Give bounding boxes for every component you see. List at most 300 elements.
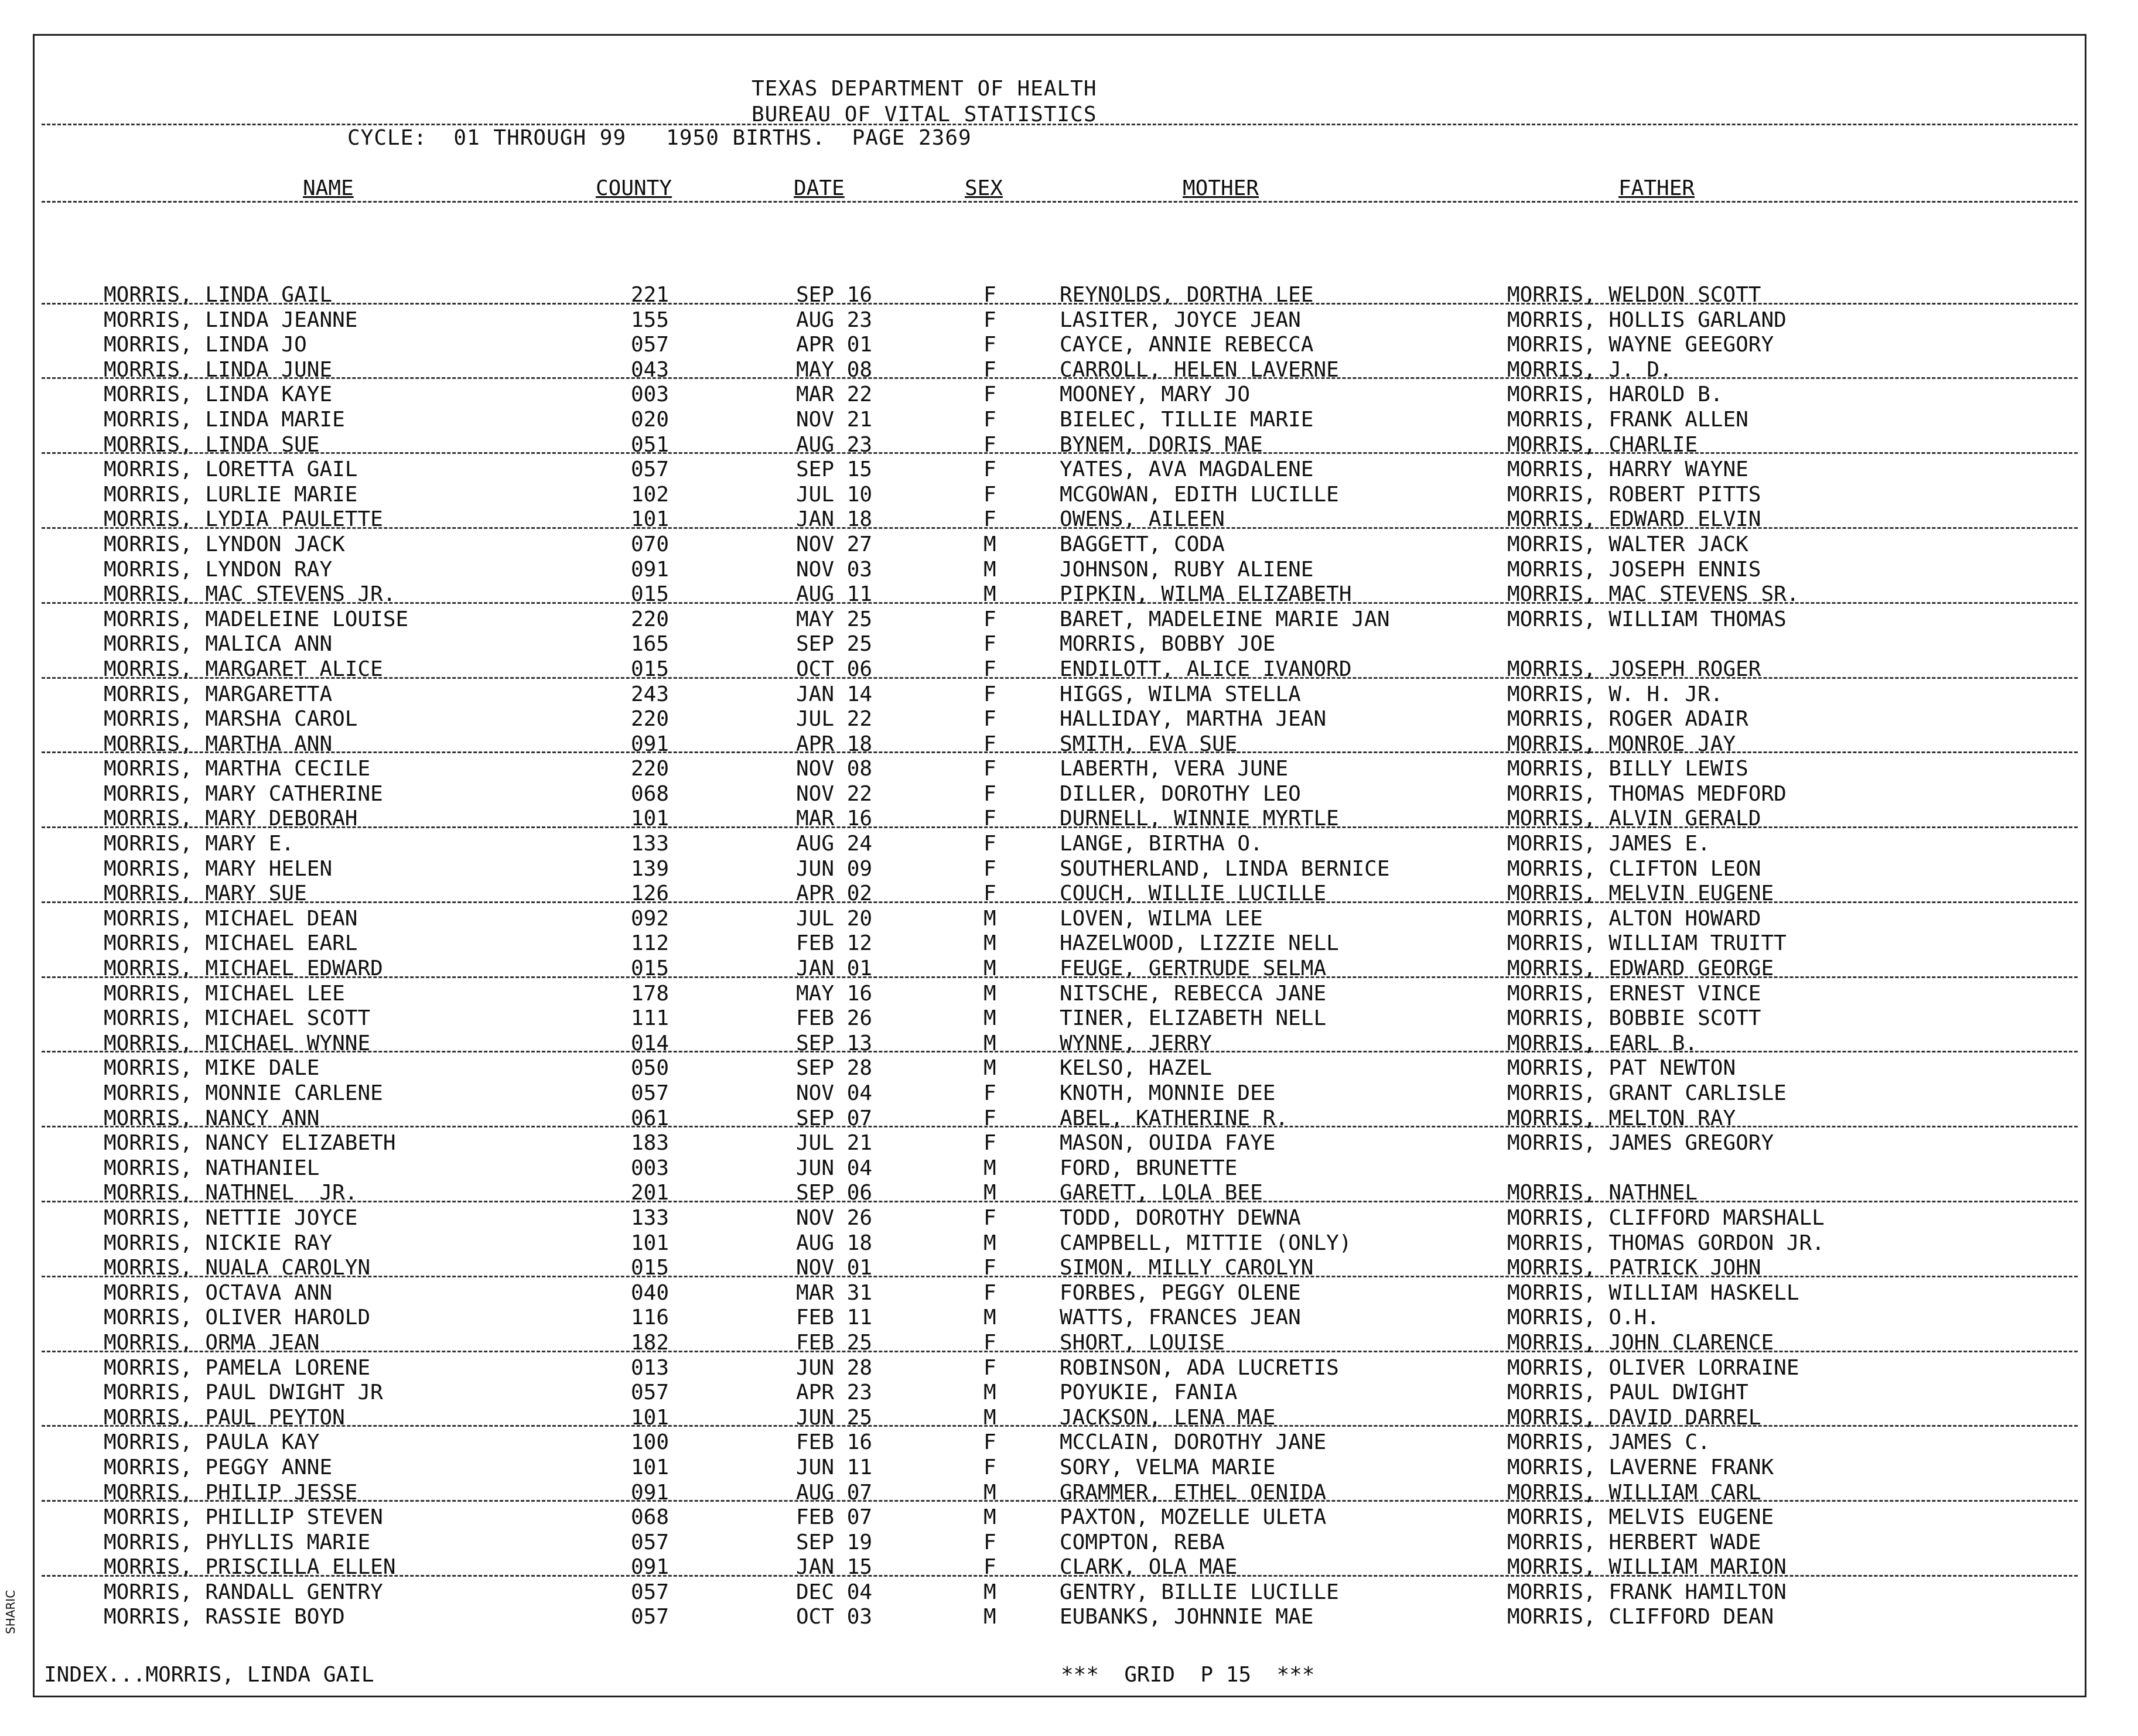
cell-mother: GRAMMER, ETHEL OENIDA [1060, 1480, 1327, 1505]
cell-sex: M [983, 1580, 996, 1604]
cell-sex: F [983, 1530, 996, 1554]
cell-sex: M [983, 931, 996, 956]
cell-date: JUN 28 [796, 1355, 873, 1380]
cell-date: AUG 11 [796, 582, 873, 607]
cell-mother: LASITER, JOYCE JEAN [1060, 307, 1301, 332]
table-row [35, 804, 2085, 829]
cell-mother: HIGGS, WILMA STELLA [1060, 682, 1301, 706]
table-row [35, 1178, 2085, 1204]
table-row [35, 1079, 2085, 1104]
cell-county: 101 [631, 1455, 670, 1479]
cell-county: 183 [631, 1131, 670, 1156]
cell-name: MORRIS, MICHAEL LEE [104, 981, 345, 1006]
table-row [35, 1029, 2085, 1054]
cell-county: 102 [631, 482, 670, 507]
column-header-divider [42, 201, 2078, 203]
cell-father: MORRIS, ERNEST VINCE [1507, 981, 1761, 1006]
cell-date: NOV 08 [796, 757, 873, 781]
cell-name: MORRIS, MAC STEVENS JR. [104, 582, 396, 607]
cell-father: MORRIS, JAMES C. [1507, 1430, 1710, 1455]
cell-name: MORRIS, NICKIE RAY [104, 1231, 333, 1255]
cell-sex: M [983, 1605, 996, 1629]
cell-name: MORRIS, LYDIA PAULETTE [104, 507, 383, 532]
cell-father: MORRIS, EARL B. [1507, 1031, 1698, 1055]
table-row [35, 1104, 2085, 1129]
cell-name: MORRIS, MADELEINE LOUISE [104, 607, 409, 631]
grid-footer: *** GRID P 15 *** [1061, 1663, 1315, 1687]
cell-sex: M [983, 981, 996, 1006]
cell-county: 155 [631, 307, 670, 332]
cell-county: 092 [631, 906, 670, 931]
cell-mother: DILLER, DOROTHY LEO [1060, 781, 1301, 806]
header-divider [42, 124, 2078, 125]
cell-name: MORRIS, MARGARET ALICE [104, 657, 383, 681]
cell-sex: M [983, 1306, 996, 1330]
cell-name: MORRIS, LINDA MARIE [104, 407, 345, 432]
cell-date: JUL 10 [796, 482, 873, 507]
cell-county: 057 [631, 1380, 670, 1405]
cell-name: MORRIS, MICHAEL WYNNE [104, 1031, 371, 1055]
cell-date: AUG 18 [796, 1231, 873, 1255]
table-row [35, 430, 2085, 456]
cell-date: NOV 27 [796, 532, 873, 556]
cell-sex: F [983, 682, 996, 706]
table-row [35, 1428, 2085, 1453]
cell-name: MORRIS, MARSHA CAROL [104, 707, 358, 732]
cell-father: MORRIS, HOLLIS GARLAND [1507, 307, 1787, 332]
cell-father: MORRIS, CLIFTON LEON [1507, 856, 1761, 881]
cell-father: MORRIS, GRANT CARLISLE [1507, 1081, 1787, 1105]
table-row [35, 281, 2085, 306]
cell-father: MORRIS, MAC STEVENS SR. [1507, 582, 1799, 607]
cell-county: 070 [631, 532, 670, 556]
cell-name: MORRIS, PHYLLIS MARIE [104, 1530, 371, 1554]
cell-sex: F [983, 333, 996, 357]
cell-name: MORRIS, OLIVER HAROLD [104, 1306, 371, 1330]
cell-name: MORRIS, PHILLIP STEVEN [104, 1505, 383, 1530]
cell-county: 182 [631, 1330, 670, 1355]
cell-mother: KELSO, HAZEL [1060, 1056, 1213, 1081]
cell-father: MORRIS, MELVIS EUGENE [1507, 1505, 1774, 1530]
table-row [35, 1503, 2085, 1528]
cell-mother: ENDILOTT, ALICE IVANORD [1060, 657, 1352, 681]
cell-date: JUN 11 [796, 1455, 873, 1479]
cell-father: MORRIS, MONROE JAY [1507, 732, 1736, 756]
cell-father: MORRIS, WALTER JACK [1507, 532, 1748, 556]
cell-date: SEP 25 [796, 632, 873, 657]
cell-date: AUG 23 [796, 307, 873, 332]
cell-sex: M [983, 1156, 996, 1180]
cell-father: MORRIS, PATRICK JOHN [1507, 1256, 1761, 1280]
cell-sex: F [983, 1131, 996, 1156]
table-row [35, 1303, 2085, 1328]
cell-name: MORRIS, LYNDON JACK [104, 532, 345, 556]
cell-sex: F [983, 357, 996, 382]
cell-name: MORRIS, MICHAEL DEAN [104, 906, 358, 931]
table-row [35, 1154, 2085, 1179]
cell-date: NOV 03 [796, 557, 873, 582]
cell-date: NOV 21 [796, 407, 873, 432]
cell-name: MORRIS, ORMA JEAN [104, 1330, 320, 1355]
cell-father: MORRIS, FRANK ALLEN [1507, 407, 1748, 432]
cell-name: MORRIS, LORETTA GAIL [104, 457, 358, 482]
cell-sex: M [983, 532, 996, 556]
cell-mother: POYUKIE, FANIA [1060, 1380, 1238, 1405]
table-row [35, 1129, 2085, 1154]
cell-name: MORRIS, RANDALL GENTRY [104, 1580, 383, 1604]
cell-date: FEB 25 [796, 1330, 873, 1355]
cell-mother: SORY, VELMA MARIE [1060, 1455, 1276, 1479]
cell-date: NOV 26 [796, 1205, 873, 1230]
cell-mother: FEUGE, GERTRUDE SELMA [1060, 956, 1327, 981]
cell-name: MORRIS, NETTIE JOYCE [104, 1205, 358, 1230]
table-row [35, 780, 2085, 805]
cell-name: MORRIS, NUALA CAROLYN [104, 1256, 371, 1280]
table-row [35, 680, 2085, 705]
cell-date: MAR 22 [796, 382, 873, 407]
cell-sex: M [983, 582, 996, 607]
cell-father: MORRIS, MELVIN EUGENE [1507, 881, 1774, 906]
cell-father: MORRIS, MELTON RAY [1507, 1106, 1736, 1130]
cell-father: MORRIS, ROGER ADAIR [1507, 707, 1748, 732]
cell-name: MORRIS, MONNIE CARLENE [104, 1081, 383, 1105]
cell-date: MAY 16 [796, 981, 873, 1006]
cell-name: MORRIS, LINDA JEANNE [104, 307, 358, 332]
cell-date: AUG 23 [796, 432, 873, 457]
cell-sex: M [983, 906, 996, 931]
cell-mother: HALLIDAY, MARTHA JEAN [1060, 707, 1327, 732]
table-row [35, 730, 2085, 755]
cell-mother: FORBES, PEGGY OLENE [1060, 1280, 1301, 1305]
table-row [35, 580, 2085, 605]
cell-county: 057 [631, 457, 670, 482]
agency-title: TEXAS DEPARTMENT OF HEALTH [752, 77, 1097, 101]
cell-date: JAN 15 [796, 1555, 873, 1580]
cell-sex: F [983, 657, 996, 681]
cell-date: JAN 01 [796, 956, 873, 981]
cycle-line: CYCLE: 01 THROUGH 99 1950 BIRTHS. PAGE 2369 [347, 126, 972, 150]
cell-father: MORRIS, W. H. JR. [1507, 682, 1723, 706]
cell-date: NOV 22 [796, 781, 873, 806]
table-row [35, 855, 2085, 880]
cell-name: MORRIS, PRISCILLA ELLEN [104, 1555, 396, 1580]
cell-date: APR 23 [796, 1380, 873, 1405]
cell-date: SEP 16 [796, 283, 873, 307]
cell-county: 040 [631, 1280, 670, 1305]
cell-county: 116 [631, 1306, 670, 1330]
cell-name: MORRIS, LINDA SUE [104, 432, 320, 457]
table-row [35, 330, 2085, 356]
cell-father: MORRIS, JAMES GREGORY [1507, 1131, 1774, 1156]
cell-father: MORRIS, WILLIAM TRUITT [1507, 931, 1787, 956]
column-header-county: COUNTY [596, 176, 672, 200]
cell-mother: COMPTON, REBA [1060, 1530, 1225, 1554]
cell-date: JUL 22 [796, 707, 873, 732]
table-row [35, 929, 2085, 954]
cell-mother: LABERTH, VERA JUNE [1060, 757, 1289, 781]
cell-father: MORRIS, ROBERT PITTS [1507, 482, 1761, 507]
cell-name: MORRIS, LINDA JO [104, 333, 307, 357]
cell-name: MORRIS, MICHAEL EDWARD [104, 956, 383, 981]
cell-father: MORRIS, HAROLD B. [1507, 382, 1723, 407]
cell-mother: MASON, OUIDA FAYE [1060, 1131, 1276, 1156]
cell-date: SEP 07 [796, 1106, 873, 1130]
cell-sex: F [983, 1330, 996, 1355]
cell-county: 015 [631, 1256, 670, 1280]
cell-sex: F [983, 1081, 996, 1105]
cell-date: JAN 18 [796, 507, 873, 532]
cell-mother: CLARK, OLA MAE [1060, 1555, 1238, 1580]
cell-mother: LANGE, BIRTHA O. [1060, 832, 1263, 856]
cell-father: MORRIS, PAT NEWTON [1507, 1056, 1736, 1081]
cell-mother: KNOTH, MONNIE DEE [1060, 1081, 1276, 1105]
cell-father: MORRIS, WELDON SCOTT [1507, 283, 1761, 307]
cell-date: JAN 14 [796, 682, 873, 706]
cell-father: MORRIS, HERBERT WADE [1507, 1530, 1761, 1554]
cell-mother: MCGOWAN, EDITH LUCILLE [1060, 482, 1339, 507]
cell-mother: BARET, MADELEINE MARIE JAN [1060, 607, 1390, 631]
table-row [35, 954, 2085, 979]
cell-mother: NITSCHE, REBECCA JANE [1060, 981, 1327, 1006]
cell-sex: F [983, 807, 996, 831]
cell-date: SEP 15 [796, 457, 873, 482]
cell-county: 101 [631, 807, 670, 831]
cell-county: 050 [631, 1056, 670, 1081]
cell-sex: M [983, 1380, 996, 1405]
cell-mother: OWENS, AILEEN [1060, 507, 1225, 532]
cell-name: MORRIS, LURLIE MARIE [104, 482, 358, 507]
cell-date: APR 01 [796, 333, 873, 357]
cell-date: MAR 16 [796, 807, 873, 831]
table-row [35, 1528, 2085, 1553]
cell-mother: YATES, AVA MAGDALENE [1060, 457, 1314, 482]
cell-county: 003 [631, 382, 670, 407]
cell-county: 043 [631, 357, 670, 382]
cell-mother: TINER, ELIZABETH NELL [1060, 1006, 1327, 1031]
cell-father: MORRIS, CLIFFORD MARSHALL [1507, 1205, 1825, 1230]
cell-sex: F [983, 1256, 996, 1280]
cell-county: 057 [631, 1605, 670, 1629]
table-row [35, 879, 2085, 904]
cell-name: MORRIS, NATHNEL JR. [104, 1181, 358, 1205]
cell-name: MORRIS, LYNDON RAY [104, 557, 333, 582]
cell-name: MORRIS, PAULA KAY [104, 1430, 320, 1455]
cell-sex: M [983, 956, 996, 981]
cell-name: MORRIS, MARY HELEN [104, 856, 333, 881]
cell-sex: F [983, 732, 996, 756]
cell-name: MORRIS, MARY SUE [104, 881, 307, 906]
cell-mother: PIPKIN, WILMA ELIZABETH [1060, 582, 1352, 607]
cell-sex: M [983, 1480, 996, 1505]
cell-father: MORRIS, WILLIAM THOMAS [1507, 607, 1787, 631]
cell-county: 220 [631, 607, 670, 631]
cell-date: JUL 21 [796, 1131, 873, 1156]
cell-mother: PAXTON, MOZELLE ULETA [1060, 1505, 1327, 1530]
cell-name: MORRIS, MIKE DALE [104, 1056, 320, 1081]
cell-name: MORRIS, NANCY ANN [104, 1106, 320, 1130]
cell-mother: HAZELWOOD, LIZZIE NELL [1060, 931, 1339, 956]
cell-county: 101 [631, 1231, 670, 1255]
cell-sex: F [983, 307, 996, 332]
cell-father: MORRIS, JOSEPH ENNIS [1507, 557, 1761, 582]
cell-date: AUG 24 [796, 832, 873, 856]
cell-father: MORRIS, JOSEPH ROGER [1507, 657, 1761, 681]
cell-date: APR 18 [796, 732, 873, 756]
cell-father: MORRIS, ALVIN GERALD [1507, 807, 1761, 831]
cell-sex: M [983, 1181, 996, 1205]
cell-county: 091 [631, 557, 670, 582]
cell-father: MORRIS, ALTON HOWARD [1507, 906, 1761, 931]
cell-name: MORRIS, MARY CATHERINE [104, 781, 383, 806]
cell-county: 221 [631, 283, 670, 307]
cell-sex: F [983, 1430, 996, 1455]
cell-mother: CAMPBELL, MITTIE (ONLY) [1060, 1231, 1352, 1255]
cell-name: MORRIS, MALICA ANN [104, 632, 333, 657]
cell-name: MORRIS, PEGGY ANNE [104, 1455, 333, 1479]
cell-name: MORRIS, PAMELA LORENE [104, 1355, 371, 1380]
cell-name: MORRIS, PAUL DWIGHT JR [104, 1380, 383, 1405]
table-row [35, 480, 2085, 505]
cell-mother: BIELEC, TILLIE MARIE [1060, 407, 1314, 432]
cell-sex: M [983, 1031, 996, 1055]
cell-sex: F [983, 283, 996, 307]
cell-name: MORRIS, PHILIP JESSE [104, 1480, 358, 1505]
cell-mother: MORRIS, BOBBY JOE [1060, 632, 1276, 657]
index-footer: INDEX...MORRIS, LINDA GAIL [44, 1663, 374, 1687]
cell-name: MORRIS, MARTHA CECILE [104, 757, 371, 781]
cell-sex: F [983, 1355, 996, 1380]
cell-county: 100 [631, 1430, 670, 1455]
cell-date: OCT 06 [796, 657, 873, 681]
cell-mother: MCCLAIN, DOROTHY JANE [1060, 1430, 1327, 1455]
cell-county: 003 [631, 1156, 670, 1180]
cell-father: MORRIS, PAUL DWIGHT [1507, 1380, 1748, 1405]
cell-date: SEP 19 [796, 1530, 873, 1554]
column-header-sex: SEX [965, 176, 1003, 200]
cell-father: MORRIS, J. D. [1507, 357, 1672, 382]
cell-father: MORRIS, DAVID DARREL [1507, 1405, 1761, 1430]
cell-county: 133 [631, 832, 670, 856]
cell-mother: MOONEY, MARY JO [1060, 382, 1251, 407]
table-row [35, 1453, 2085, 1478]
cell-county: 243 [631, 682, 670, 706]
cell-sex: F [983, 482, 996, 507]
table-row [35, 1054, 2085, 1079]
table-row [35, 1004, 2085, 1029]
cell-mother: BYNEM, DORIS MAE [1060, 432, 1263, 457]
cell-mother: CARROLL, HELEN LAVERNE [1060, 357, 1339, 382]
cell-father: MORRIS, EDWARD ELVIN [1507, 507, 1761, 532]
table-row [35, 979, 2085, 1004]
cell-date: FEB 16 [796, 1430, 873, 1455]
cell-county: 112 [631, 931, 670, 956]
cell-date: MAR 31 [796, 1280, 873, 1305]
cell-mother: GARETT, LOLA BEE [1060, 1181, 1263, 1205]
cell-date: DEC 04 [796, 1580, 873, 1604]
cell-mother: REYNOLDS, DORTHA LEE [1060, 283, 1314, 307]
table-row [35, 1578, 2085, 1603]
cell-mother: FORD, BRUNETTE [1060, 1156, 1238, 1180]
cell-mother: WYNNE, JERRY [1060, 1031, 1213, 1055]
table-row [35, 1204, 2085, 1229]
cell-date: NOV 04 [796, 1081, 873, 1105]
cell-sex: F [983, 1106, 996, 1130]
cell-county: 091 [631, 1555, 670, 1580]
cell-county: 101 [631, 1405, 670, 1430]
cell-mother: EUBANKS, JOHNNIE MAE [1060, 1605, 1314, 1629]
cell-father: MORRIS, WILLIAM CARL [1507, 1480, 1761, 1505]
cell-mother: COUCH, WILLIE LUCILLE [1060, 881, 1327, 906]
cell-sex: M [983, 1231, 996, 1255]
cell-name: MORRIS, LINDA GAIL [104, 283, 333, 307]
table-row [35, 1378, 2085, 1403]
cell-county: 101 [631, 507, 670, 532]
cell-county: 139 [631, 856, 670, 881]
table-row [35, 1279, 2085, 1304]
cell-name: MORRIS, RASSIE BOYD [104, 1605, 345, 1629]
cell-sex: F [983, 1205, 996, 1230]
column-header-mother: MOTHER [1183, 176, 1259, 200]
table-row [35, 530, 2085, 555]
cell-name: MORRIS, MARY DEBORAH [104, 807, 358, 831]
cell-sex: F [983, 432, 996, 457]
table-row [35, 555, 2085, 580]
cell-date: MAY 08 [796, 357, 873, 382]
cell-name: MORRIS, MARGARETTA [104, 682, 333, 706]
table-row [35, 904, 2085, 929]
cell-sex: M [983, 557, 996, 582]
cell-name: MORRIS, MICHAEL EARL [104, 931, 358, 956]
cell-county: 091 [631, 732, 670, 756]
cell-mother: SIMON, MILLY CAROLYN [1060, 1256, 1314, 1280]
cell-date: JUN 09 [796, 856, 873, 881]
table-row [35, 306, 2085, 331]
cell-father: MORRIS, EDWARD GEORGE [1507, 956, 1774, 981]
cell-county: 091 [631, 1480, 670, 1505]
table-row [35, 356, 2085, 381]
column-header-father: FATHER [1618, 176, 1695, 200]
cell-sex: F [983, 1280, 996, 1305]
cell-sex: M [983, 1006, 996, 1031]
cell-sex: F [983, 407, 996, 432]
cell-father: MORRIS, BILLY LEWIS [1507, 757, 1748, 781]
table-row [35, 705, 2085, 730]
cell-sex: F [983, 607, 996, 631]
table-row [35, 1253, 2085, 1279]
cell-county: 020 [631, 407, 670, 432]
table-row [35, 1229, 2085, 1254]
cell-county: 057 [631, 1580, 670, 1604]
cell-sex: F [983, 832, 996, 856]
cell-father: MORRIS, CHARLIE [1507, 432, 1698, 457]
cell-sex: F [983, 1555, 996, 1580]
bureau-title: BUREAU OF VITAL STATISTICS [752, 102, 1097, 127]
cell-county: 165 [631, 632, 670, 657]
cell-date: SEP 13 [796, 1031, 873, 1055]
cell-mother: TODD, DOROTHY DEWNA [1060, 1205, 1301, 1230]
cell-father: MORRIS, THOMAS MEDFORD [1507, 781, 1787, 806]
table-row [35, 630, 2085, 655]
cell-county: 015 [631, 582, 670, 607]
cell-sex: F [983, 881, 996, 906]
cell-date: SEP 06 [796, 1181, 873, 1205]
cell-sex: F [983, 507, 996, 532]
cell-father: MORRIS, HARRY WAYNE [1507, 457, 1748, 482]
cell-sex: F [983, 707, 996, 732]
cell-sex: F [983, 1455, 996, 1479]
cell-mother: CAYCE, ANNIE REBECCA [1060, 333, 1314, 357]
cell-father: MORRIS, WILLIAM HASKELL [1507, 1280, 1799, 1305]
